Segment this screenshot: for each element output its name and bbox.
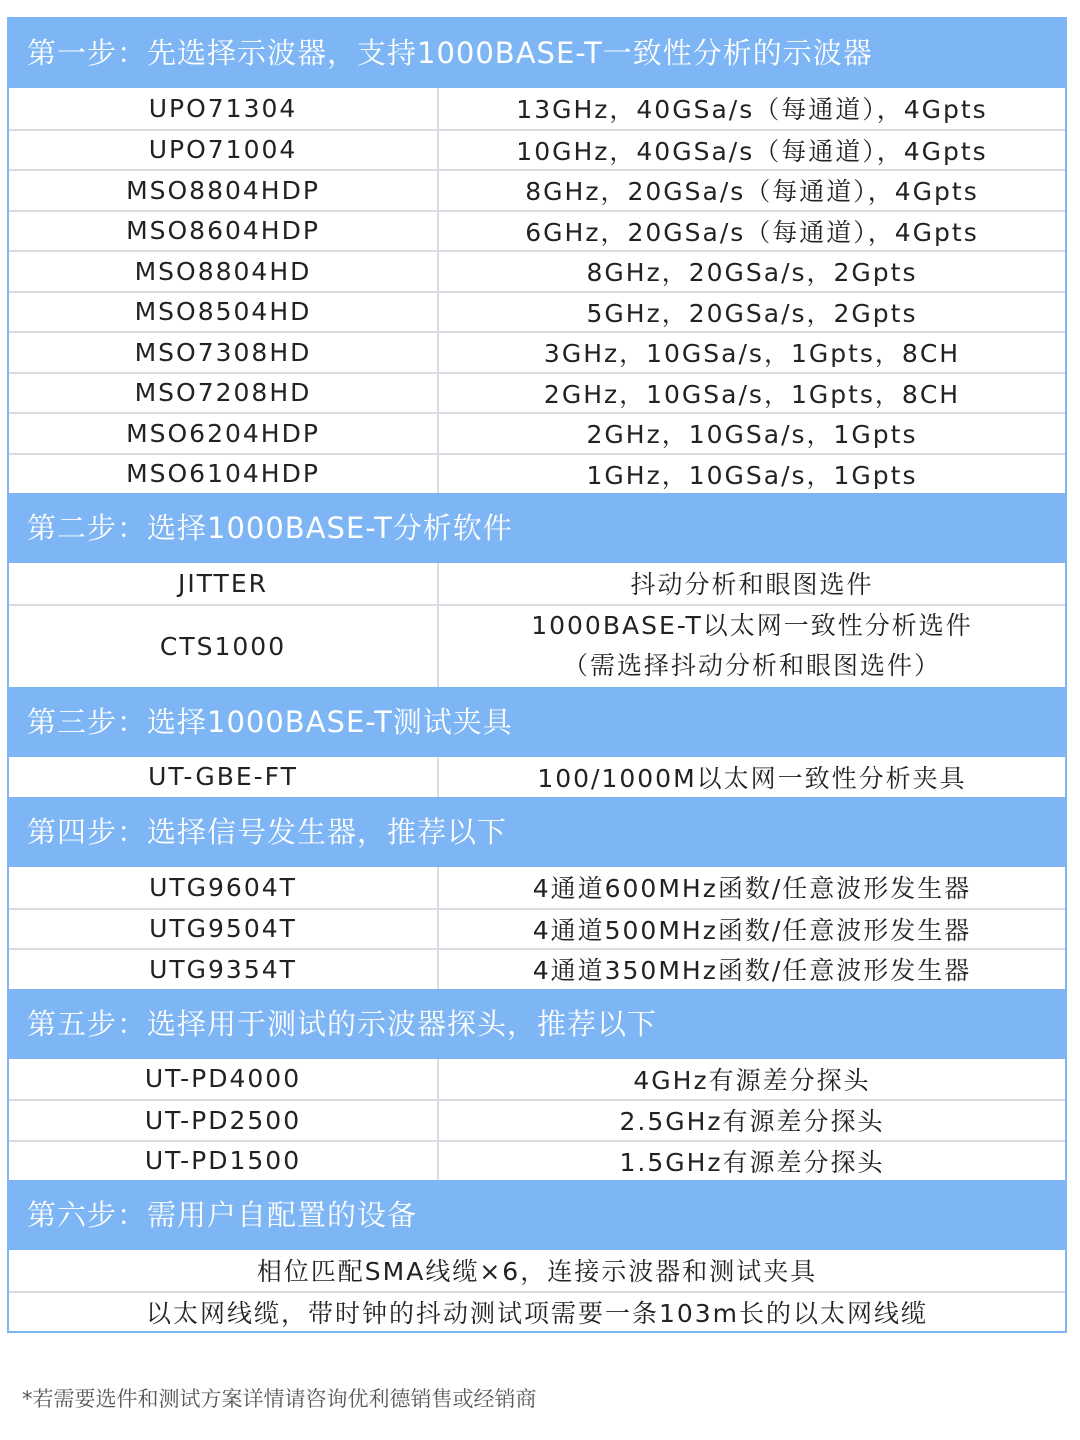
table-row bbox=[9, 1059, 1065, 1100]
table-row bbox=[9, 412, 1065, 453]
spec-cell: 100/1000M以太网一致性分析夹具 bbox=[537, 763, 967, 793]
spec-cell: 8GHz，20GSa/s（每通道），4Gpts bbox=[525, 177, 979, 207]
table-row bbox=[9, 210, 1065, 251]
table-row bbox=[9, 948, 1065, 989]
step2-header: 第二步：选择1000BASE-T分析软件 bbox=[9, 493, 1065, 563]
table-row bbox=[9, 867, 1065, 908]
footnote: *若需要选件和测试方案详情请咨询优利德销售或经销商 bbox=[22, 1387, 537, 1411]
step5-header: 第五步：选择用于测试的示波器探头，推荐以下 bbox=[9, 989, 1065, 1059]
model-cell: UT-PD4000 bbox=[9, 1059, 439, 1100]
spec-cell: 10GHz，40GSa/s（每通道），4Gpts bbox=[516, 136, 988, 166]
model-cell: MSO8504HD bbox=[9, 293, 439, 332]
model-cell: UT-PD2500 bbox=[9, 1101, 439, 1140]
model-cell: UTG9604T bbox=[9, 867, 439, 908]
table-row bbox=[9, 757, 1065, 798]
model-cell: UT-PD1500 bbox=[9, 1142, 439, 1181]
model-cell: MSO8804HD bbox=[9, 252, 439, 291]
spec-line: （需选择抖动分析和眼图选件） bbox=[562, 651, 941, 680]
table-row bbox=[9, 604, 1065, 687]
table-row bbox=[9, 169, 1065, 210]
table-row bbox=[9, 563, 1065, 604]
model-cell: MSO8604HDP bbox=[9, 212, 439, 251]
spec-cell: 5GHz，20GSa/s，2Gpts bbox=[586, 298, 918, 328]
spec-cell: 2.5GHz有源差分探头 bbox=[619, 1107, 885, 1137]
model-cell: UPO71304 bbox=[9, 88, 439, 129]
table-row bbox=[9, 1099, 1065, 1140]
spec-cell: 2GHz，10GSa/s，1Gpts，8CH bbox=[543, 379, 961, 409]
table-row bbox=[9, 250, 1065, 291]
spec-cell: 2GHz，10GSa/s，1Gpts bbox=[586, 420, 918, 450]
config-guide bbox=[7, 17, 1067, 1333]
step1-header: 第一步：先选择示波器，支持1000BASE-T一致性分析的示波器 bbox=[9, 19, 1065, 88]
config-table bbox=[7, 17, 1067, 1333]
model-cell: MSO7208HD bbox=[9, 374, 439, 413]
spec-cell: 4GHz有源差分探头 bbox=[633, 1065, 871, 1095]
model-cell: MSO7308HD bbox=[9, 333, 439, 372]
table-row bbox=[9, 331, 1065, 372]
table-row bbox=[9, 372, 1065, 413]
table-row bbox=[9, 1140, 1065, 1181]
model-cell: MSO6204HDP bbox=[9, 414, 439, 453]
equipment-cell: 相位匹配SMA线缆×6，连接示波器和测试夹具 bbox=[256, 1257, 818, 1287]
spec-cell: 4通道500MHz函数/任意波形发生器 bbox=[532, 915, 972, 945]
spec-cell: 4通道600MHz函数/任意波形发生器 bbox=[532, 874, 972, 904]
step6-header: 第六步：需用户自配置的设备 bbox=[9, 1180, 1065, 1250]
model-cell: UTG9504T bbox=[9, 910, 439, 949]
spec-line: 1000BASE-T以太网一致性分析选件 bbox=[531, 611, 973, 640]
spec-cell: 13GHz，40GSa/s（每通道），4Gpts bbox=[516, 95, 988, 125]
table-row bbox=[9, 88, 1065, 129]
model-cell: UT-GBE-FT bbox=[9, 757, 439, 798]
spec-cell: 1GHz，10GSa/s，1Gpts bbox=[586, 460, 918, 490]
step4-header: 第四步：选择信号发生器，推荐以下 bbox=[9, 797, 1065, 867]
step3-header: 第三步：选择1000BASE-T测试夹具 bbox=[9, 687, 1065, 757]
spec-cell: 1.5GHz有源差分探头 bbox=[619, 1147, 885, 1177]
model-cell: CTS1000 bbox=[9, 606, 439, 687]
spec-cell bbox=[439, 606, 1065, 687]
spec-cell: 3GHz，10GSa/s，1Gpts，8CH bbox=[543, 339, 961, 369]
model-cell: MSO6104HDP bbox=[9, 455, 439, 494]
table-row bbox=[9, 453, 1065, 494]
spec-cell: 4通道350MHz函数/任意波形发生器 bbox=[532, 956, 972, 986]
table-row bbox=[9, 129, 1065, 170]
model-cell: UPO71004 bbox=[9, 131, 439, 170]
equipment-cell: 以太网线缆，带时钟的抖动测试项需要一条103m长的以太网线缆 bbox=[145, 1298, 929, 1328]
model-cell: UTG9354T bbox=[9, 950, 439, 989]
table-row bbox=[9, 291, 1065, 332]
table-row bbox=[9, 1250, 1065, 1291]
spec-cell: 6GHz，20GSa/s（每通道），4Gpts bbox=[525, 217, 979, 247]
spec-cell: 8GHz，20GSa/s，2Gpts bbox=[586, 258, 918, 288]
model-cell: MSO8804HDP bbox=[9, 171, 439, 210]
table-row bbox=[9, 908, 1065, 949]
model-cell: JITTER bbox=[9, 563, 439, 604]
table-row bbox=[9, 1291, 1065, 1332]
spec-cell: 抖动分析和眼图选件 bbox=[630, 570, 874, 600]
